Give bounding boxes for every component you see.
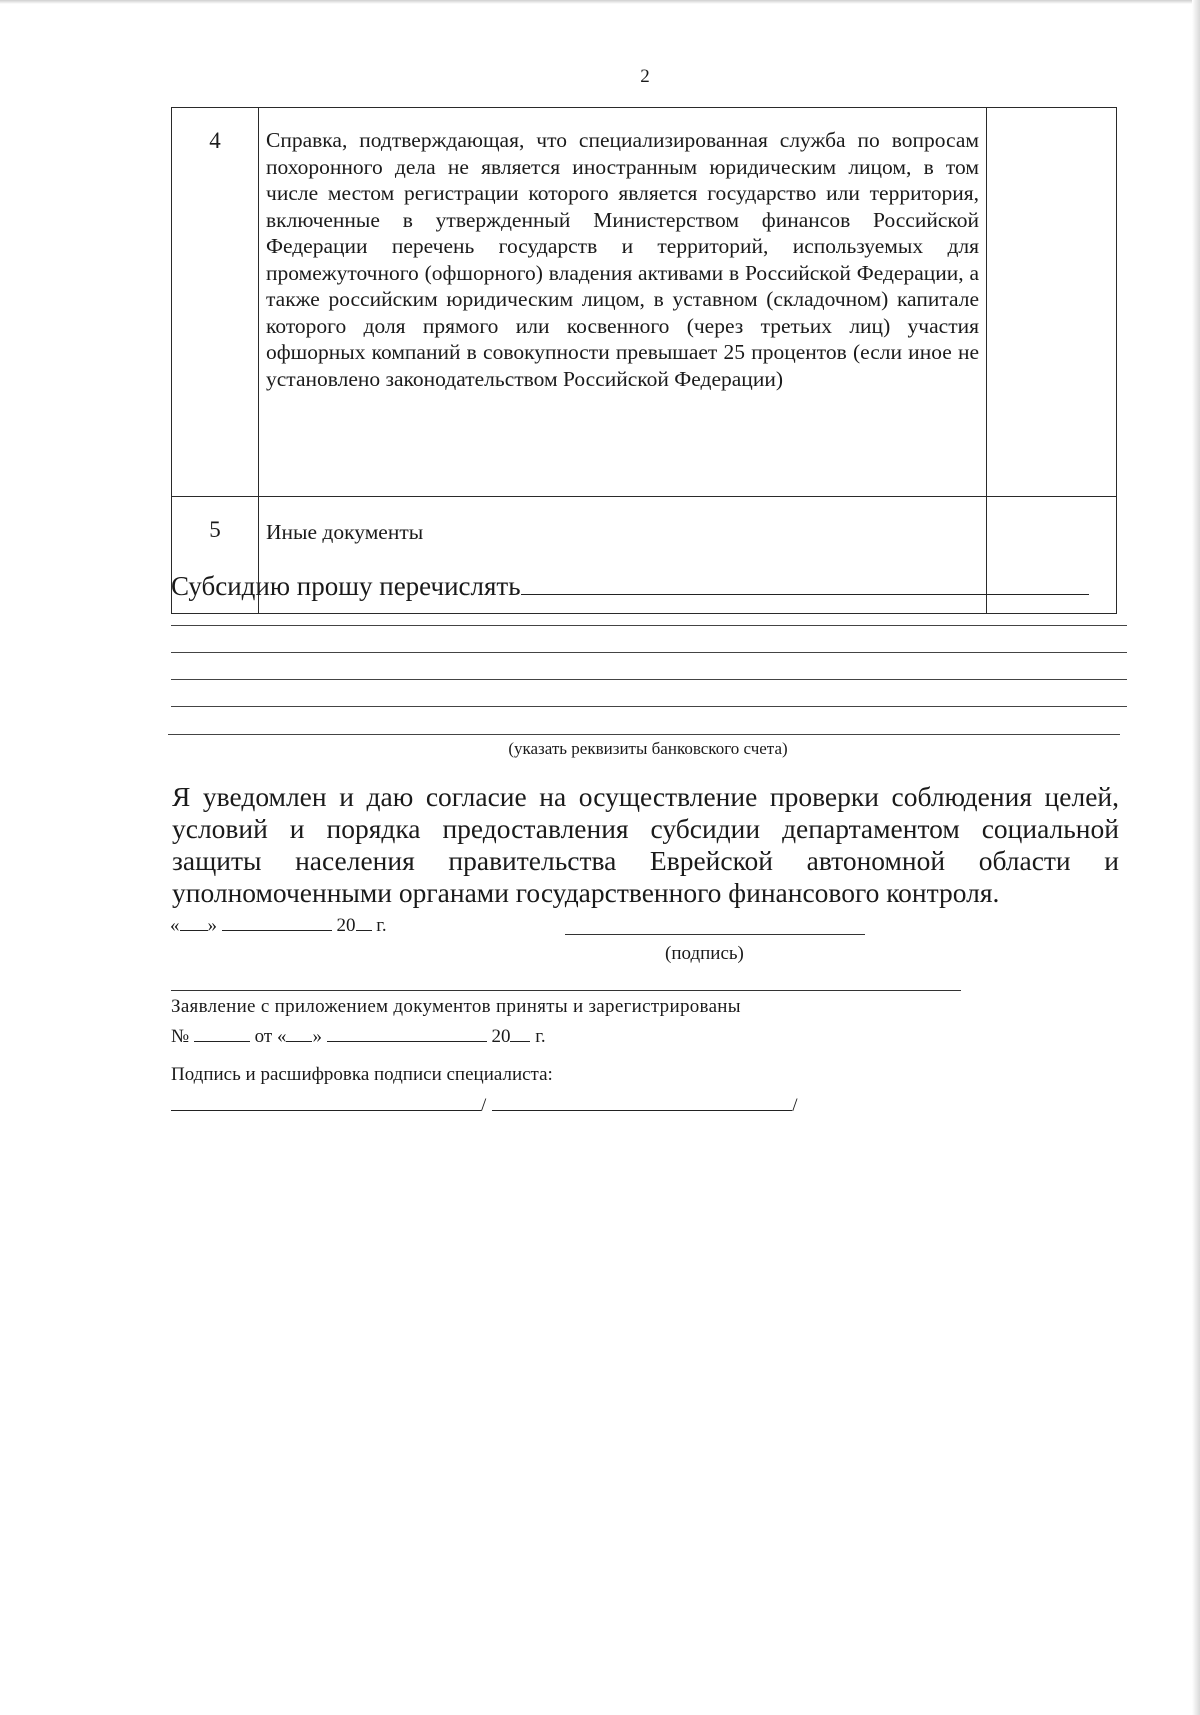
row-number: 4 (172, 108, 259, 497)
slash-separator: / (481, 1095, 487, 1116)
close-quote: » (312, 1026, 322, 1047)
slash-separator: / (792, 1095, 798, 1116)
row-document-text: Справка, подтверждающая, что специализированная служба по вопросам похоронного дела не является иностранным юридическим лицом, в том числе местом регистрации которого является государство или территория, включенные в утвержденный Министерством финансов Российской Федерации перечень государств и территорий, используемых для промежуточного (офшорного) владения активами в Российской Федерации, а также российским юридическим лицом, в уставном (складочном) капитале которого доля прямого или косвенного (через третьих лиц) участия офшорных компаний в совокупности превышает 25 процентов (если иное не установлено законодательством Российской Федерации) (259, 108, 987, 497)
scan-top-edge (0, 0, 1200, 4)
row-mark-cell (987, 108, 1117, 497)
date-field[interactable] (170, 914, 387, 937)
scan-right-edge (1192, 0, 1200, 1715)
open-quote: « (170, 915, 180, 936)
year-blank[interactable] (510, 1025, 530, 1042)
registration-statement: Заявление с приложением документов приняты и зарегистрированы (171, 996, 741, 1017)
consent-statement: Я уведомлен и даю согласие на осуществление проверки соблюдения целей, условий и порядка предоставления субсидии департаментом социальной защиты населения правительства Еврейской автономной области и уполномоченными органами государственного финансового контроля. (172, 781, 1119, 908)
bank-details-line[interactable] (168, 734, 1120, 735)
year-prefix: 20 (491, 1026, 511, 1047)
signature-caption: (подпись) (665, 943, 744, 964)
row-document-text: Иные документы (259, 497, 987, 614)
row-number: 5 (172, 497, 259, 614)
month-blank[interactable] (222, 914, 332, 931)
section-divider (171, 990, 961, 991)
table-row (172, 108, 1117, 497)
specialist-signature-blank[interactable] (171, 1094, 481, 1111)
bank-details-field[interactable] (521, 568, 1089, 595)
bank-details-line[interactable] (171, 625, 1127, 626)
from-label: от « (254, 1026, 287, 1047)
signature-line[interactable] (565, 934, 865, 935)
specialist-signature-label: Подпись и расшифровка подписи специалиста: (171, 1064, 553, 1085)
registration-number-blank[interactable] (194, 1025, 250, 1042)
specialist-signature-line (171, 1094, 798, 1117)
page-number: 2 (640, 66, 650, 87)
number-sign: № (171, 1026, 190, 1047)
day-blank[interactable] (180, 914, 208, 931)
month-blank[interactable] (327, 1025, 487, 1042)
bank-details-line[interactable] (171, 679, 1127, 680)
close-quote: » (207, 915, 217, 936)
subsidy-label: Субсидию прошу перечислять (171, 571, 521, 601)
subsidy-transfer-line (171, 568, 1089, 602)
documents-table (171, 107, 1117, 614)
day-blank[interactable] (286, 1025, 312, 1042)
year-prefix: 20 (336, 915, 356, 936)
year-blank[interactable] (356, 914, 372, 931)
bank-details-line[interactable] (171, 706, 1127, 707)
bank-details-hint: (указать реквизиты банковского счета) (508, 739, 788, 758)
bank-details-line[interactable] (171, 652, 1127, 653)
registration-number-line (171, 1025, 546, 1048)
year-suffix: г. (535, 1026, 546, 1047)
specialist-name-blank[interactable] (492, 1094, 792, 1111)
year-suffix: г. (376, 915, 387, 936)
